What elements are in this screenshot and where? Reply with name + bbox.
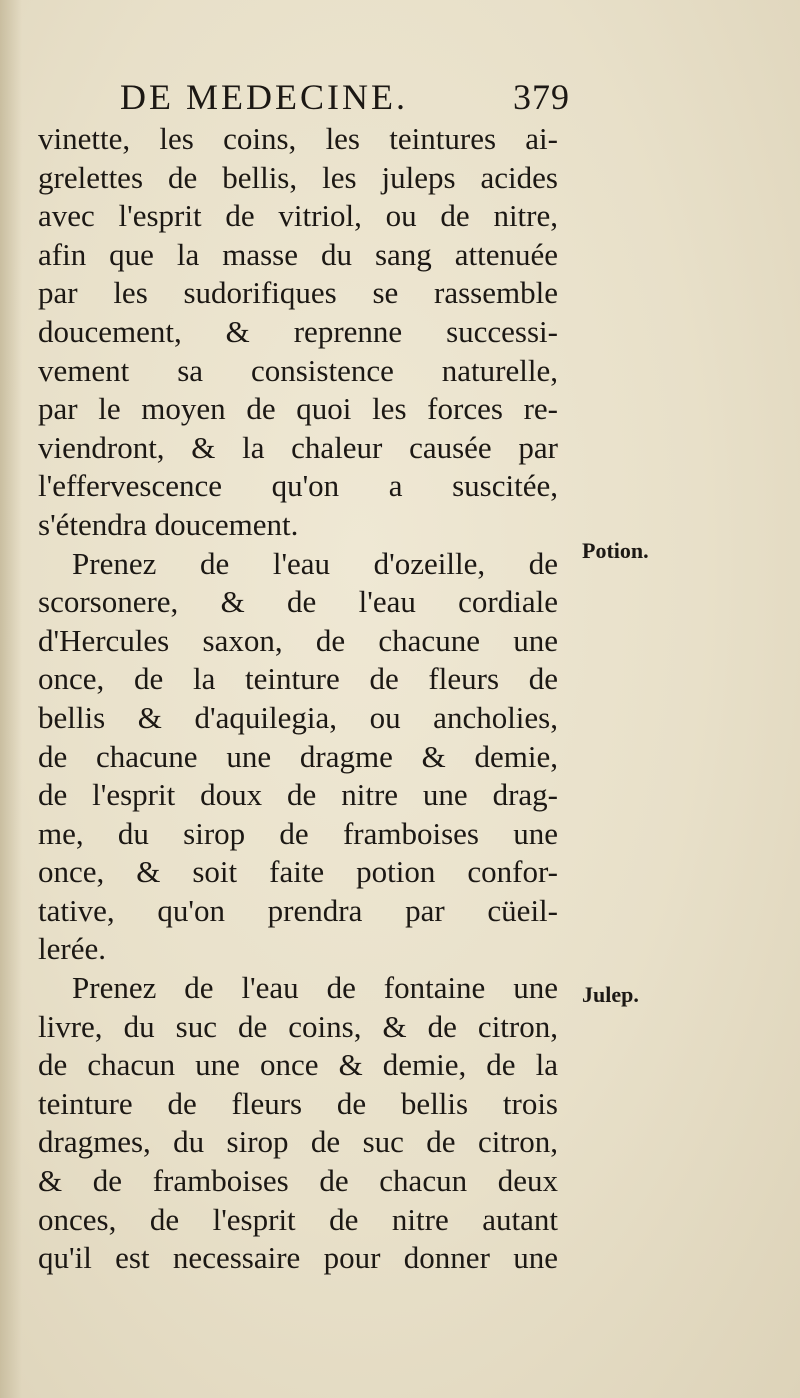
text-line: dragmes, du sirop de suc de citron, (38, 1124, 558, 1160)
text-line: avec l'esprit de vitriol, ou de nitre, (38, 198, 558, 234)
text-line: me, du sirop de framboises une (38, 815, 558, 851)
text-line: de l'esprit doux de nitre une drag- (38, 777, 558, 813)
text-line: par les sudorifiques se rassemble (38, 275, 558, 311)
text-line: onces, de l'esprit de nitre autant (38, 1201, 558, 1237)
text-line: vinette, les coins, les teintures ai- (38, 121, 558, 156)
body-text (38, 120, 558, 1278)
text-line: vement sa consistence naturelle, (38, 352, 558, 388)
text-line: l'effervescence qu'on a suscitée, (38, 468, 558, 504)
text-line: qu'il est necessaire pour donner une (38, 1240, 558, 1276)
running-head (120, 76, 570, 126)
text-line: Prenez de l'eau d'ozeille, de (72, 545, 558, 581)
text-line: scorsonere, & de l'eau cordiale (38, 584, 558, 620)
text-line: bellis & d'aquilegia, ou ancholies, (38, 699, 558, 735)
text-line: doucement, & reprenne successi- (38, 313, 558, 349)
margin-note-julep: Julep. (582, 982, 639, 1007)
text-line: lerée. (38, 931, 106, 967)
text-line: & de framboises de chacun deux (38, 1163, 558, 1199)
text-line: de chacune une dragme & demie, (38, 738, 558, 774)
text-line: teinture de fleurs de bellis trois (38, 1085, 558, 1121)
text-line: de chacun une once & demie, de la (38, 1047, 558, 1083)
text-line: tative, qu'on prendra par cüeil- (38, 892, 558, 928)
text-line: par le moyen de quoi les forces re- (38, 391, 558, 427)
page-number: 379 (513, 77, 570, 117)
running-title: DE MEDECINE. (120, 77, 408, 117)
text-line: viendront, & la chaleur causée par (38, 429, 558, 465)
text-line: grelettes de bellis, les juleps acides (38, 159, 558, 195)
text-line: livre, du suc de coins, & de citron, (38, 1008, 558, 1044)
text-line: d'Hercules saxon, de chacune une (38, 622, 558, 658)
text-line: once, de la teinture de fleurs de (38, 661, 558, 697)
text-line: Prenez de l'eau de fontaine une (72, 970, 558, 1006)
text-line: s'étendra doucement. (38, 506, 299, 542)
text-line: once, & soit faite potion confor- (38, 854, 558, 890)
margin-note-potion: Potion. (582, 538, 649, 563)
text-line: afin que la masse du sang attenuée (38, 236, 558, 272)
